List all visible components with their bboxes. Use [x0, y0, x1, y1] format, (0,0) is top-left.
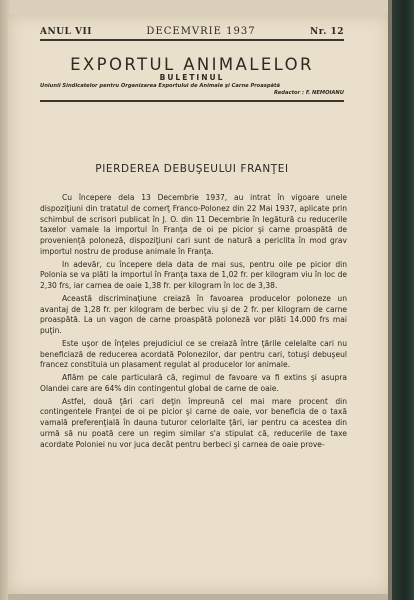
article-paragraph: Astfel, două ţări cari deţin împreună cel mai mare procent din contingentele Franţei de oi pe picior şi carne de oaie, vor beneficia de o taxă vamală preferenţială în dauna tuturor celorlalte ţări, iar pentru ca acestea din urmă să nu poată cere un regim similar s'a stipulat că, reducerile de taxe acordate Poloniei nu vor juca decât pentru berbeci şi carnea de oaie prove-	[40, 396, 347, 449]
publication-subtitle: BULETINUL	[159, 73, 225, 82]
editor-line: Redactor : F. NEMOIANU	[274, 90, 344, 96]
masthead-rule-top	[40, 39, 344, 41]
page-top-edge	[8, 0, 390, 14]
article-title: PIERDEREA DEBUŞEULUI FRANŢEI	[95, 163, 289, 175]
article-body	[40, 193, 347, 452]
article-paragraph: Aflăm pe cale particulară că, regimul de favoare va fi extins şi asupra Olandei care are 64% din contingentul global de carne de oaie.	[40, 373, 347, 393]
page-bottom-edge	[8, 594, 390, 600]
masthead	[40, 26, 344, 102]
article-paragraph: Este uşor de înţeles prejudiciul ce se creiază între ţările celelalte cari nu beneficiază de reducerea acordată Polonezilor, dar pentru cari, totuşi debuşeul francez constituia un plasament regulat al producelor lor animale.	[40, 338, 347, 370]
book-binding	[392, 0, 414, 600]
article-paragraph: Cu începere dela 13 Decembrie 1937, au intrat în vigoare unele dispoziţiuni din tratatul de comerţ Franco-Polonez din 22 Mai 1937, aplicate prin schimbul de scrisori publicat în J. O. din 11 Decembrie în legătură cu reducerile taxelor vamale la importul în Franţa de oi pe picior şi carne proaspătă de proveniență poloneză, dispoziţiuni cari sunt de natură a periclita în mod grav importul nostru de produse animale în Franţa.	[40, 193, 347, 256]
publication-title: EXPORTUL ANIMALELOR	[70, 55, 314, 74]
masthead-rule-bottom	[40, 100, 344, 102]
issue-date: DECEMVRIE 1937	[146, 26, 256, 37]
article-paragraph: Această discriminaţiune creiază în favoarea producelor poloneze un avantaj de 1,28 fr. per kilogram de berbec viu şi de 2 fr. per kilogram de carne proaspătă. La un vagon de carne proaspătă poloneză vor plăti 14.000 frs mai puţin.	[40, 293, 347, 335]
publisher-line: Uniunii Sindicatelor pentru Organizarea Exportului de Animale şi Carne Proaspătă	[40, 83, 281, 89]
issue-number: Nr. 12	[310, 27, 344, 37]
issue-line	[40, 26, 344, 37]
issue-year: ANUL VII	[40, 27, 92, 37]
article-paragraph: In adevăr, cu începere dela data de mai sus, pentru oile pe picior din Polonia se va plăti la importul în Franţa taxa de 1,02 fr. per kilogram viu în loc de 2,30 frs, iar carnea de oaie 1,38 fr. per kilogram în loc de 3,38.	[40, 259, 347, 290]
